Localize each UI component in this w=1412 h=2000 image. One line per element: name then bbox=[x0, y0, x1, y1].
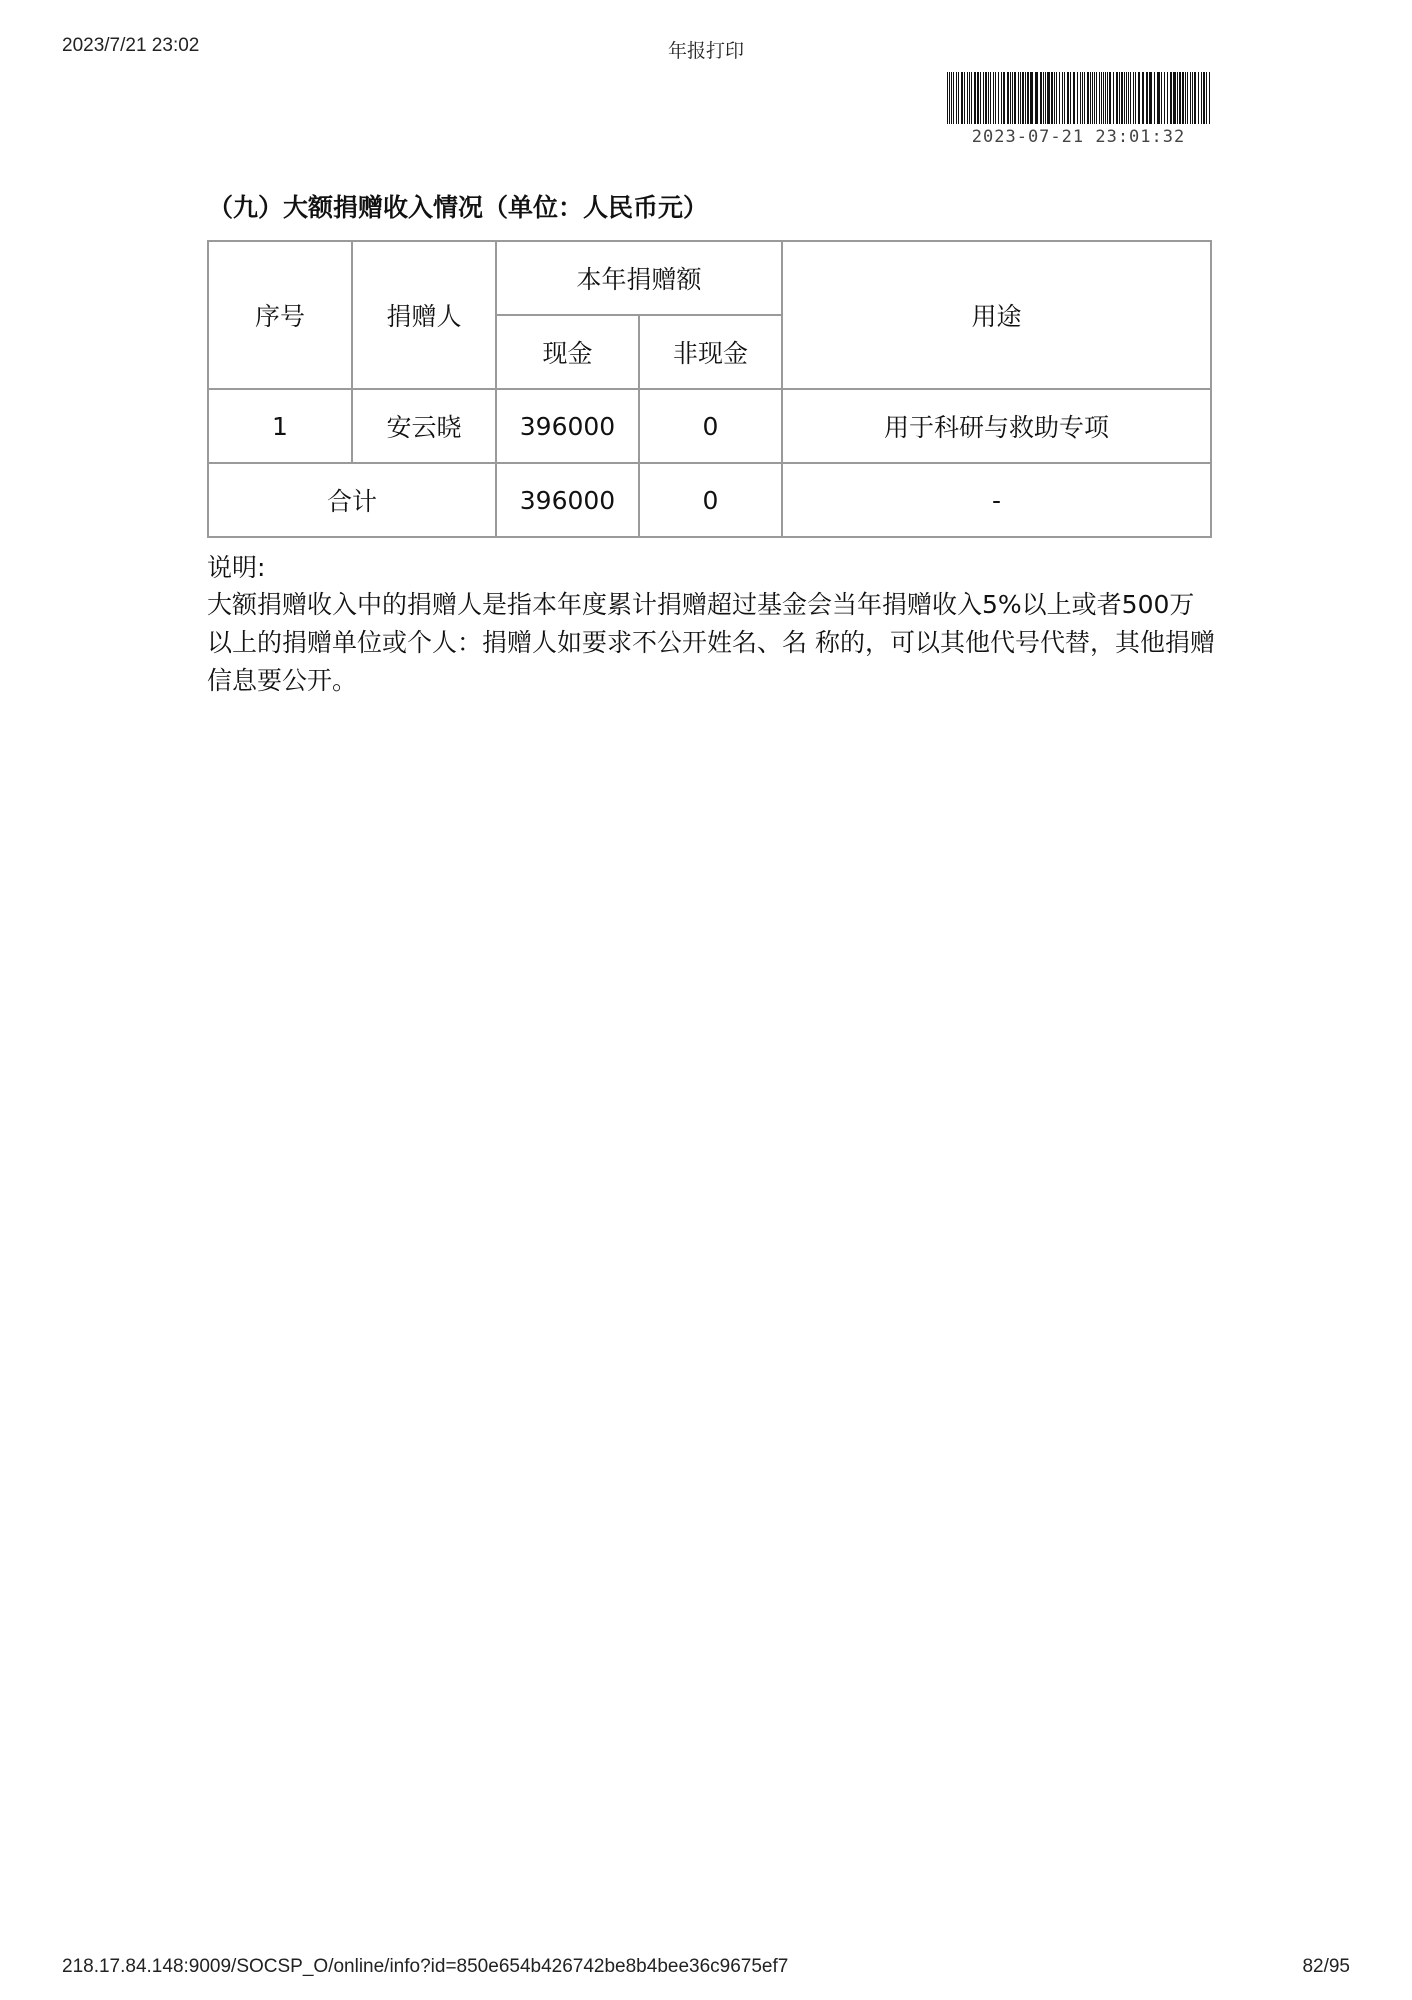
row-seq: 1 bbox=[208, 389, 352, 463]
notes-text: 大额捐赠收入中的捐赠人是指本年度累计捐赠超过基金会当年捐赠收入5%以上或者500万以上的捐赠单位或个人：捐赠人如要求不公开姓名、名 称的，可以其他代号代替，其他捐赠信息要公开。 bbox=[207, 590, 1215, 695]
header-cash: 现金 bbox=[496, 315, 639, 389]
row-noncash: 0 bbox=[639, 389, 782, 463]
page-number: 82/95 bbox=[1302, 1956, 1350, 1977]
notes-label: 说明: bbox=[207, 553, 266, 582]
total-cash: 396000 bbox=[496, 463, 639, 537]
barcode-timestamp: 2023-07-21 23:01:32 bbox=[971, 127, 1186, 147]
print-datetime: 2023/7/21 23:02 bbox=[62, 35, 200, 56]
header-noncash: 非现金 bbox=[639, 315, 782, 389]
table-row bbox=[208, 389, 1211, 463]
total-label: 合计 bbox=[208, 463, 496, 537]
header-seq: 序号 bbox=[208, 241, 352, 389]
total-noncash: 0 bbox=[639, 463, 782, 537]
row-donor: 安云晓 bbox=[352, 389, 496, 463]
header-donor: 捐赠人 bbox=[352, 241, 496, 389]
page-header-title: 年报打印 bbox=[667, 40, 744, 62]
row-cash: 396000 bbox=[496, 389, 639, 463]
section-title: （九）大额捐赠收入情况（单位：人民币元） bbox=[208, 193, 709, 222]
table-header-row bbox=[208, 241, 1211, 315]
barcode-image bbox=[947, 72, 1210, 124]
footer-url: 218.17.84.148:9009/SOCSP_O/online/info?id=850e654b426742be8b4bee36c9675ef7 bbox=[62, 1956, 789, 1977]
total-purpose: - bbox=[782, 463, 1211, 537]
header-purpose: 用途 bbox=[782, 241, 1211, 389]
table-total-row bbox=[208, 463, 1211, 537]
header-amount-group: 本年捐赠额 bbox=[496, 241, 782, 315]
donation-table bbox=[207, 240, 1212, 538]
row-purpose: 用于科研与救助专项 bbox=[782, 389, 1211, 463]
